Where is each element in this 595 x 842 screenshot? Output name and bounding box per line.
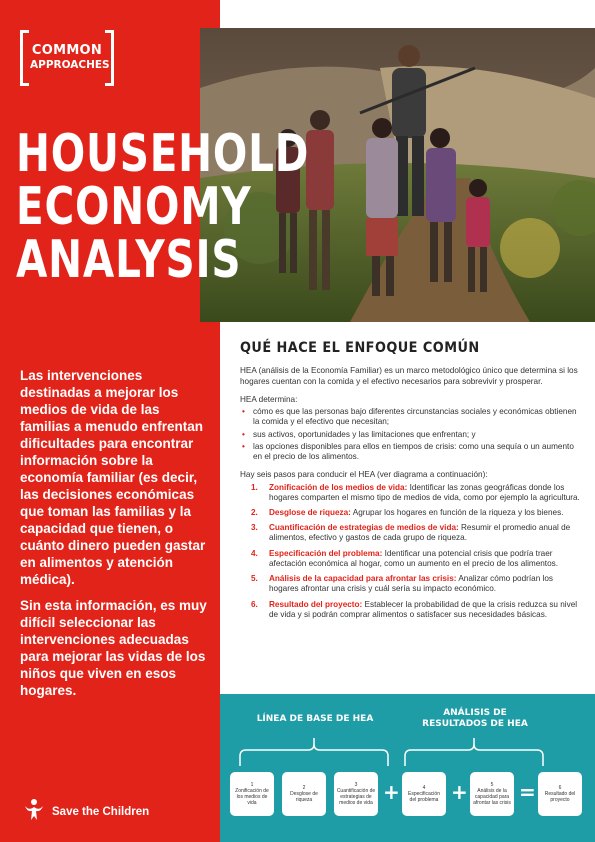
step-text: Establecer la probabilidad de que la crisis reduzca su nivel de vida y si podrán comprar alimentos o satisfacer sus necesidades básicas. <box>269 599 578 619</box>
baseline-label: LÍNEA DE BASE DE HEA <box>256 714 374 724</box>
step-number: 3. <box>251 523 258 533</box>
step-number: 1. <box>251 482 258 492</box>
diagram-box-2: 2 Desglose de riqueza <box>282 772 326 816</box>
save-the-children-logo <box>22 800 149 824</box>
step-number: 6. <box>251 599 258 609</box>
list-item: • cómo es que las personas bajo diferentes circunstancias sociales y económicas obtienen la comida y el efectivo que necesitan; <box>240 407 582 428</box>
step-item <box>240 600 582 620</box>
main-title <box>16 124 310 290</box>
step-text: Identificar una potencial crisis que podría traer afectación económica al hogar, como un aumento en el precio de los alimentos. <box>269 548 559 568</box>
title-line-3: ANALYSIS <box>16 230 242 290</box>
step-text: Agrupar los hogares en función de la riqueza y los bienes. <box>350 508 564 518</box>
diagram-brackets <box>220 694 595 842</box>
logo-line-2: APPROACHES <box>30 59 110 71</box>
logo-bracket-left <box>20 30 29 86</box>
diagram-box-4: 4 Especificación del problema <box>402 772 446 816</box>
diagram-box-5: 5 Análisis de la capacidad para afrontar las crisis <box>470 772 514 816</box>
list-item: • sus activos, oportunidades y las limitaciones que enfrentan; y <box>240 430 582 440</box>
step-text: Analizar cómo podrían los hogares afrontar una crisis y cuál sería su impacto económico. <box>269 574 553 594</box>
step-item <box>240 508 582 518</box>
step-item <box>240 483 582 503</box>
main-content <box>240 340 582 625</box>
diagram-box-6: 6 Resultado del proyecto <box>538 772 582 816</box>
determines-label: HEA determina: <box>240 395 298 405</box>
equals-operator: = <box>519 780 536 804</box>
step-item <box>240 523 582 543</box>
logo-line-1: COMMON <box>31 43 103 58</box>
intro-paragraph: HEA (análisis de la Economía Familiar) es un marco metodológico único que determina si los hogares cuentan con la comida y el efectivo necesarios para sobrevivir y prosperar. <box>240 366 578 386</box>
section-title: QUÉ HACE EL ENFOQUE COMÚN <box>240 340 480 356</box>
step-text: Resumir el promedio anual de alimentos, efectivo y gastos de cada grupo de riqueza. <box>269 523 571 543</box>
step-text: Identificar las zonas geográficas donde los hogares comparten el mismo tipo de medios de vida, como por ejemplo la agricultura. <box>269 482 580 502</box>
plus-operator: + <box>451 780 468 804</box>
list-item: • las opciones disponibles para ellos en tiempos de crisis: como una sequía o un aumento en el precio de los alimentos. <box>240 442 582 463</box>
step-number: 2. <box>251 508 258 518</box>
logo-bracket-right <box>105 30 114 86</box>
step-heading: Especificación del problema: <box>269 548 383 558</box>
step-heading: Resultado del proyecto: <box>269 599 363 609</box>
step-number: 4. <box>251 548 258 558</box>
common-approaches-logo <box>20 30 114 86</box>
diagram-box-1: 1 Zonificación de los medios de vida <box>230 772 274 816</box>
logo-text <box>30 43 110 73</box>
step-heading: Desglose de riqueza: <box>269 508 351 518</box>
left-paragraph-1: Las intervenciones destinadas a mejorar los medios de vida de las familias a menudo enfrentan dificultades para encontrar información sobre la economía familiar (es decir, las decisiones económicas que toman las familias y la capacidad que tienen, o cuánto dinero pueden gastar en alimentos y atención médica). <box>20 368 206 587</box>
title-line-1: HOUSEHOLD <box>16 124 310 184</box>
step-heading: Zonificación de los medios de vida: <box>269 482 408 492</box>
step-item <box>240 574 582 594</box>
step-number: 5. <box>251 574 258 584</box>
step-item <box>240 549 582 569</box>
steps-lead: Hay seis pasos para conducir el HEA (ver diagrama a continuación): <box>240 469 488 479</box>
results-label: ANÁLISIS DE RESULTADOS DE HEA <box>422 708 528 729</box>
save-the-children-figure-icon <box>22 798 46 827</box>
diagram-box-3: 3 Cuantificación de estrategias de medios de vida <box>334 772 378 816</box>
title-line-2: ECONOMY <box>16 177 252 237</box>
plus-operator: + <box>383 780 400 804</box>
step-heading: Cuantificación de estrategias de medios de vida: <box>269 523 459 533</box>
left-paragraph-2: Sin esta información, es muy difícil seleccionar las intervenciones adecuadas para mejorar las vidas de los niños que viven en esos hogares. <box>20 598 207 698</box>
org-name: Save the Children <box>52 806 150 818</box>
step-heading: Análisis de la capacidad para afrontar las crisis: <box>269 574 457 584</box>
steps-list <box>240 483 582 620</box>
determines-list <box>240 407 582 462</box>
left-intro-text <box>20 367 208 708</box>
hea-diagram <box>220 694 595 842</box>
